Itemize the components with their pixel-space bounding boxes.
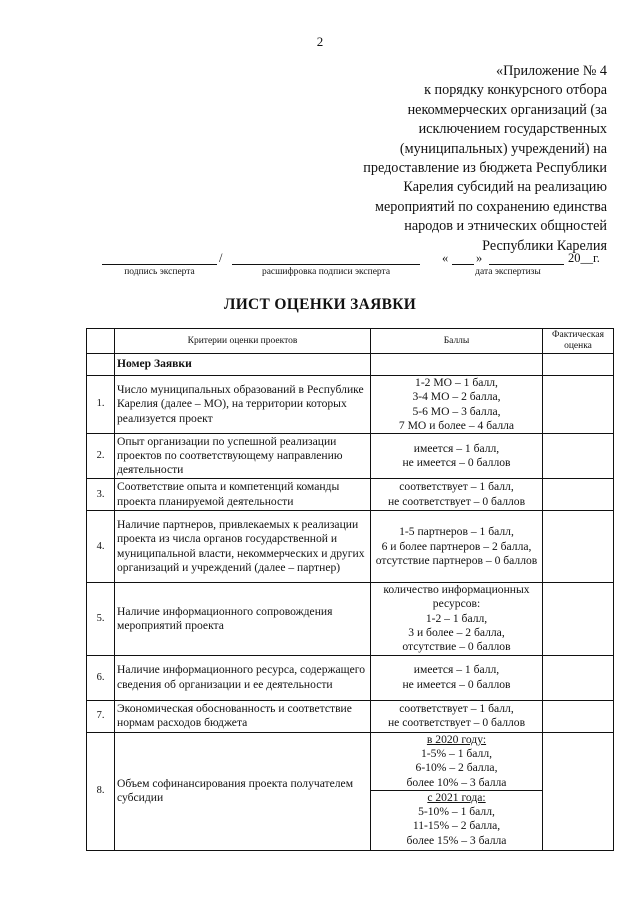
table-row (87, 655, 614, 700)
caption-decoding: расшифровка подписи эксперта (261, 267, 391, 277)
appendix-line: Республики Карелия (482, 237, 607, 254)
header-criteria: Критерии оценки проектов (115, 329, 371, 354)
appendix-line: мероприятий по сохранению единства (375, 198, 607, 215)
criterion-cell: Объем софинансирования проекта получателем субсидии (115, 732, 371, 850)
row-number: 6. (87, 655, 115, 700)
row-number: 8. (87, 732, 115, 850)
actual-score-cell[interactable] (543, 376, 614, 434)
points-cell: имеется – 1 балл, не имеется – 0 баллов (371, 434, 543, 479)
points-cell: количество информационных ресурсов: 1-2 – 1 балл, 3 и более – 2 балла, отсутствие – 0 баллов (371, 583, 543, 655)
actual-score-cell[interactable] (543, 655, 614, 700)
actual-score-cell[interactable] (543, 700, 614, 732)
table-row (87, 700, 614, 732)
actual-score-cell[interactable] (543, 511, 614, 583)
criterion-cell: Наличие информационного сопровождения мероприятий проекта (115, 583, 371, 655)
app-number-row (87, 354, 614, 376)
appendix-line: Карелия субсидий на реализацию (403, 179, 607, 196)
header-points: Баллы (371, 329, 543, 354)
row-number: 4. (87, 511, 115, 583)
table-row (87, 583, 614, 655)
date-month-line (489, 264, 564, 265)
caption-signature: подпись эксперта (124, 267, 195, 277)
points-cell: имеется – 1 балл, не имеется – 0 баллов (371, 655, 543, 700)
points-2020-heading: в 2020 году: (426, 732, 487, 746)
decoding-line (232, 264, 420, 265)
table-row (87, 732, 614, 850)
actual-score-cell[interactable] (543, 479, 614, 511)
app-number-field[interactable] (371, 354, 543, 376)
points-2021-heading: с 2021 года: (427, 790, 486, 804)
date-year: 20__г. (568, 251, 600, 265)
table-row (87, 511, 614, 583)
table-row (87, 434, 614, 479)
row-number: 2. (87, 434, 115, 479)
criterion-cell: Опыт организации по успешной реализации проектов по соответствующему направлению деятельности (115, 434, 371, 479)
points-cell: 1-2 МО – 1 балл, 3-4 МО – 2 балла, 5-6 МО – 3 балла, 7 МО и более – 4 балла (371, 376, 543, 434)
appendix-line: народов и этнических общностей (404, 218, 607, 235)
appendix-line: некоммерческих организаций (за (407, 101, 607, 118)
table-header-row (87, 329, 614, 354)
appendix-line: к порядку конкурсного отбора (424, 82, 607, 99)
points-cell: 1-5 партнеров – 1 балл, 6 и более партнеров – 2 балла, отсутствие партнеров – 0 баллов (371, 511, 543, 583)
signature-slash: / (219, 251, 223, 265)
appendix-block (317, 62, 607, 256)
document-title: ЛИСТ ОЦЕНКИ ЗАЯВКИ (223, 296, 417, 313)
date-quote-close: » (476, 251, 483, 265)
row-number: 3. (87, 479, 115, 511)
signature-line (102, 264, 217, 265)
page-number: 2 (316, 34, 324, 49)
criterion-cell: Число муниципальных образований в Республике Карелия (далее – МО), на территории которых реализуется проект (115, 376, 371, 434)
appendix-line: исключением государственных (418, 121, 607, 138)
header-num (87, 329, 115, 354)
actual-score-cell[interactable] (543, 732, 614, 850)
criterion-cell: Экономическая обоснованность и соответствие нормам расходов бюджета (115, 700, 371, 732)
points-cell: соответствует – 1 балл, не соответствует – 0 баллов (371, 700, 543, 732)
evaluation-table (86, 328, 614, 851)
row-number: 7. (87, 700, 115, 732)
criterion-cell: Соответствие опыта и компетенций команды проекта планируемой деятельности (115, 479, 371, 511)
date-quote-open: « (442, 251, 449, 265)
appendix-line: «Приложение № 4 (496, 63, 607, 79)
date-day-line (452, 264, 474, 265)
appendix-line: (муниципальных) учреждений) на (399, 140, 607, 157)
app-number-label: Номер Заявки (115, 354, 371, 376)
signature-block (0, 251, 640, 285)
actual-score-cell[interactable] (543, 583, 614, 655)
points-cell: соответствует – 1 балл, не соответствует – 0 баллов (371, 479, 543, 511)
row-number: 5. (87, 583, 115, 655)
caption-date: дата экспертизы (475, 267, 541, 277)
points-cell: в 2020 году: 1-5% – 1 балл, 6-10% – 2 балла, более 10% – 3 балла с 2021 года: 5-10% – 1 балл, 11-15% – 2 балла, более 15% – 3 балла (371, 732, 543, 850)
actual-score-cell[interactable] (543, 434, 614, 479)
table-row (87, 376, 614, 434)
row-number: 1. (87, 376, 115, 434)
table-row (87, 479, 614, 511)
appendix-line: предоставление из бюджета Республики (363, 160, 607, 177)
criterion-cell: Наличие партнеров, привлекаемых к реализации проекта из числа органов государственной и муниципальной власти, некоммерческих и других организаций и учреждений (далее – партнер) (115, 511, 371, 583)
header-actual: Фактическая оценка (543, 329, 614, 354)
criterion-cell: Наличие информационного ресурса, содержащего сведения об организации и ее деятельности (115, 655, 371, 700)
